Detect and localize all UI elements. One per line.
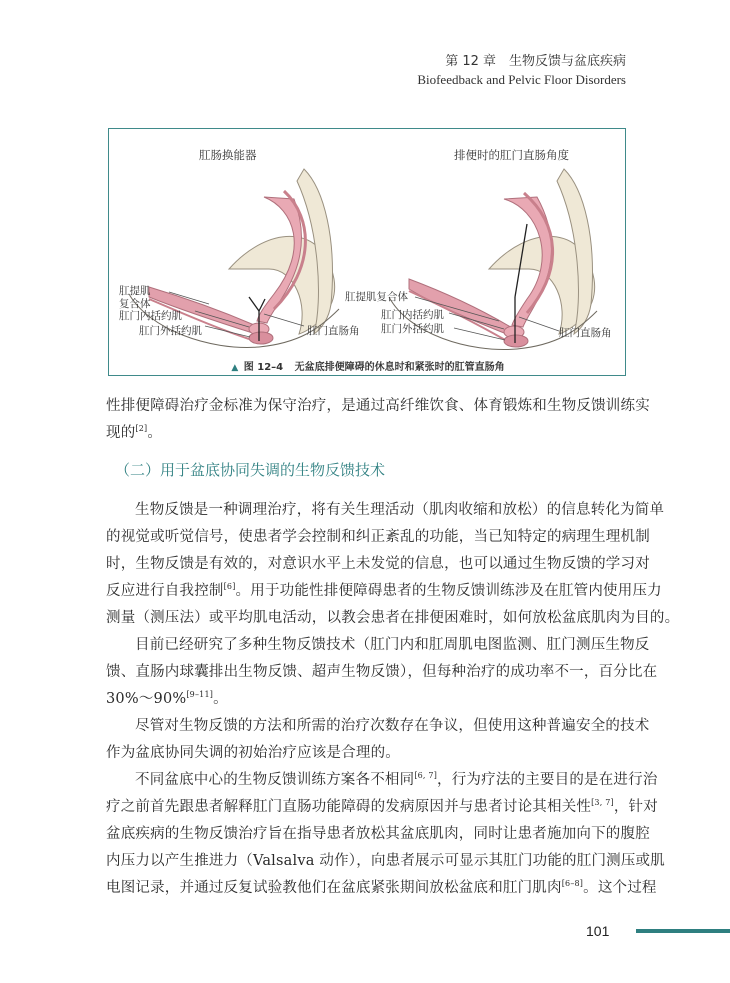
text-line: 30%～90%[9–11]。 <box>106 690 228 707</box>
citation: [3, 7] <box>591 798 614 808</box>
running-header-chapter-en: Biofeedback and Pelvic Floor Disorders <box>417 72 626 87</box>
label-anorectal-angle-right: 肛门直肠角 <box>559 327 612 339</box>
label-internal-sphincter-left: 肛门内括约肌 <box>119 310 182 322</box>
label-external-sphincter-left: 肛门外括约肌 <box>139 325 202 337</box>
section-heading: （二）用于盆底协同失调的生物反馈技术 <box>115 461 386 479</box>
running-header-chapter-cn: 第 12 章 生物反馈与盆底疾病 <box>445 54 626 69</box>
citation: [2] <box>135 424 148 434</box>
text-line: 馈、直肠内球囊排出生物反馈、超声生物反馈），但每种治疗的成功率不一，百分比在 <box>106 664 658 680</box>
text-line: 盆底疾病的生物反馈治疗旨在指导患者放松其盆底肌肉，同时让患者施加向下的腹腔 <box>106 826 650 842</box>
page-number: 101 <box>586 923 610 939</box>
text-line: 的视觉或听觉信号，使患者学会控制和纠正紊乱的功能，当已知特定的病理生理机制 <box>106 529 650 545</box>
label-anorectal-angle-left: 肛门直肠角 <box>307 325 360 337</box>
text-line: 作为盆底协同失调的初始治疗应该是合理的。 <box>106 745 400 761</box>
citation: [6] <box>223 582 236 592</box>
caption-text: 无盆底排便障碍的休息时和紧张时的肛管直肠角 <box>294 362 505 373</box>
caption-figure-number: 图 12–4 <box>243 362 284 373</box>
text-line: 性排便障碍治疗金标准为保守治疗，是通过高纤维饮食、体育锻炼和生物反馈训练实 <box>106 398 650 414</box>
paragraph-biofeedback-definition <box>106 497 680 632</box>
text-line: 尽管对生物反馈的方法和所需的治疗次数存在争议，但使用这种普遍安全的技术 <box>135 718 650 734</box>
label-levator-complex-line2: 复合体 <box>119 298 151 310</box>
paragraph-controversy <box>106 713 650 767</box>
caption-triangle-icon: ▲ <box>231 363 239 373</box>
citation: [9–11] <box>186 690 214 700</box>
right-panel-title: 排便时的肛门直肠角度 <box>454 148 569 162</box>
text-line: 电图记录，并通过反复试验教他们在盆底紧张期间放松盆底和肛门肌肉[6–8]。这个过程 <box>106 879 657 896</box>
text-line: 疗之前首先跟患者解释肛门直肠功能障碍的发病原因并与患者讨论其相关性[3, 7]，针对 <box>106 798 658 815</box>
figure-caption <box>109 358 627 373</box>
text-line: 不同盆底中心的生物反馈训练方案各不相同[6, 7]，行为疗法的主要目的是在进行治 <box>135 771 658 788</box>
text-line: 时，生物反馈是有效的，对意识水平上未发觉的信息，也可以通过生物反馈的学习对 <box>106 556 650 572</box>
left-panel-title: 肛肠换能器 <box>199 148 257 162</box>
text-line: 现的[2]。 <box>106 424 163 441</box>
label-internal-sphincter-right: 肛门内括约肌 <box>381 309 444 321</box>
figure-12-4 <box>108 128 626 376</box>
citation: [6, 7] <box>414 771 438 781</box>
citation: [6–8] <box>561 879 584 889</box>
text-line: 反应进行自我控制[6]。用于功能性排便障碍患者的生物反馈训练涉及在肛管内使用压力 <box>106 582 662 599</box>
label-levator-complex-line1: 肛提肌 <box>119 285 151 297</box>
text-line: 测量（测压法）或平均肌电活动，以教会患者在排便困难时，如何放松盆底肌肉为目的。 <box>106 610 680 626</box>
text-line: 目前已经研究了多种生物反馈技术（肛门内和肛周肌电图监测、肛门测压生物反 <box>135 637 650 653</box>
paragraph-training-protocols <box>106 767 665 902</box>
paragraph-continuation <box>106 393 650 447</box>
paragraph-techniques <box>106 632 658 713</box>
label-levator-complex-right: 肛提肌复合体 <box>345 291 408 303</box>
text-line: 生物反馈是一种调理治疗，将有关生理活动（肌肉收缩和放松）的信息转化为简单 <box>135 502 665 518</box>
anorectal-anatomy-illustration <box>109 129 627 377</box>
label-external-sphincter-right: 肛门外括约肌 <box>381 323 444 335</box>
page-number-accent-bar <box>636 929 730 933</box>
text-line: 内压力以产生推进力（Valsalva 动作），向患者展示可显示其肛门功能的肛门测压或肌 <box>106 853 665 869</box>
